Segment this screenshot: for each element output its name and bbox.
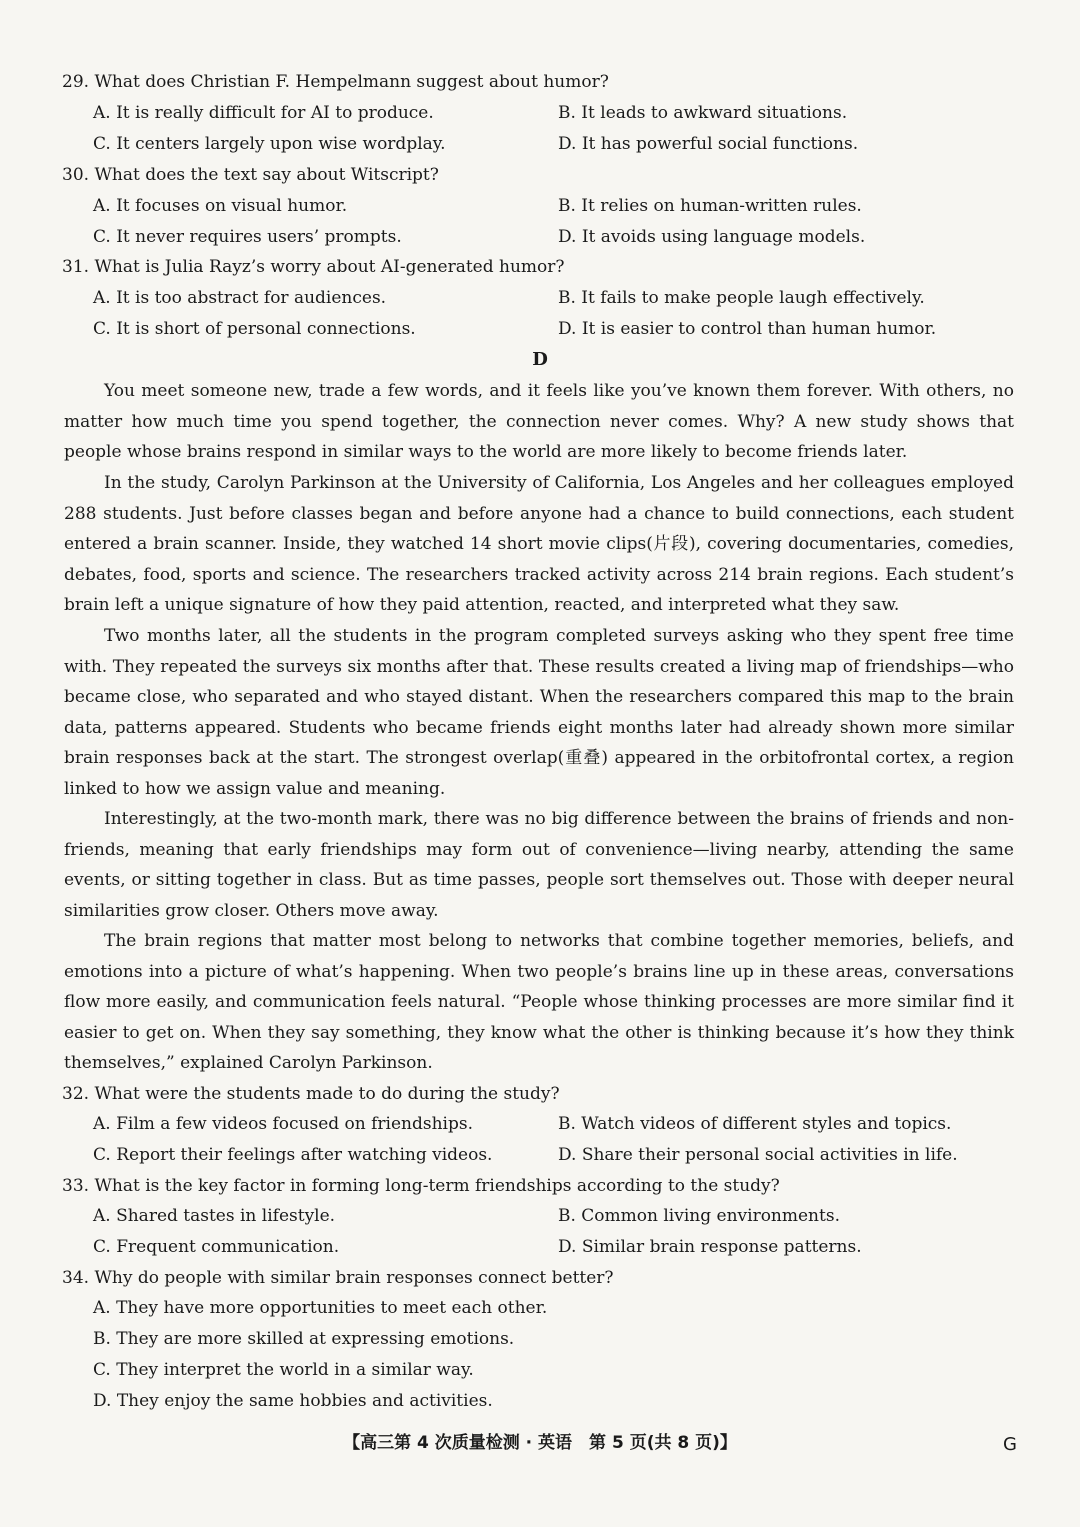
question-31-option-d: D. It is easier to control than human humor. <box>558 319 937 339</box>
question-32-option-d: D. Share their personal social activities in life. <box>558 1145 958 1165</box>
question-30-option-b: B. It relies on human-written rules. <box>558 196 862 216</box>
question-30-stem: 30. What does the text say about Witscript? <box>62 165 439 185</box>
question-29-option-b: B. It leads to awkward situations. <box>558 103 848 123</box>
question-29-option-c: C. It centers largely upon wise wordplay. <box>93 134 446 154</box>
paper-version-code: G <box>1003 1434 1017 1455</box>
question-33-stem: 33. What is the key factor in forming long-term friendships according to the study? <box>62 1176 780 1196</box>
question-34-option-c: C. They interpret the world in a similar way. <box>93 1360 474 1380</box>
question-34-option-d: D. They enjoy the same hobbies and activities. <box>93 1391 493 1411</box>
passage-paragraph-1: You meet someone new, trade a few words, and it feels like you’ve known them forever. With others, no matter how much time you spend together, the connection never comes. Why? A new study shows that people whose brains respond in similar ways to the world are more likely to become friends later. <box>64 381 1014 463</box>
page-footer: 【高三第 4 次质量检测 · 英语 第 5 页(共 8 页)】 <box>343 1433 737 1453</box>
question-30-option-d: D. It avoids using language models. <box>558 227 866 247</box>
question-30-option-a: A. It focuses on visual humor. <box>93 196 348 216</box>
question-34-option-b: B. They are more skilled at expressing emotions. <box>93 1329 515 1349</box>
passage-paragraph-2: In the study, Carolyn Parkinson at the University of California, Los Angeles and her colleagues employed 288 students. Just before classes began and before anyone had a chance to build connections, each student entered a brain scanner. Inside, they watched 14 short movie clips(片段), covering documentaries, comedies, debates, food, sports and science. The researchers tracked activity across 214 brain regions. Each student’s brain left a unique signature of how they paid attention, reacted, and interpreted what they saw. <box>64 473 1014 616</box>
passage-paragraph-5: The brain regions that matter most belong to networks that combine together memories, beliefs, and emotions into a picture of what’s happening. When two people’s brains line up in these areas, conversations flow more easily, and communication feels natural. “People whose thinking processes are more similar find it easier to get on. When they say something, they know what the other is thinking because it’s how they think themselves,” explained Carolyn Parkinson. <box>64 931 1014 1074</box>
question-29-option-d: D. It has powerful social functions. <box>558 134 859 154</box>
passage-paragraph-4: Interestingly, at the two-month mark, there was no big difference between the brains of friends and non-friends, meaning that early friendships may form out of convenience—living nearby, attending the same events, or sitting together in class. But as time passes, people sort themselves out. Those with deeper neural similarities grow closer. Others move away. <box>64 809 1014 921</box>
question-32-stem: 32. What were the students made to do during the study? <box>62 1084 560 1104</box>
question-31-stem: 31. What is Julia Rayz’s worry about AI-generated humor? <box>62 257 565 277</box>
question-34-option-a: A. They have more opportunities to meet each other. <box>93 1298 548 1318</box>
question-32-option-b: B. Watch videos of different styles and topics. <box>558 1114 952 1134</box>
question-29-stem: 29. What does Christian F. Hempelmann suggest about humor? <box>62 72 609 92</box>
question-32-option-a: A. Film a few videos focused on friendships. <box>93 1114 473 1134</box>
passage-paragraph-3: Two months later, all the students in the program completed surveys asking who they spent free time with. They repeated the surveys six months after that. These results created a living map of friendships—who became close, who separated and who stayed distant. When the researchers compared this map to the brain data, patterns appeared. Students who became friends eight months later had already shown more similar brain responses back at the start. The strongest overlap(重叠) appeared in the orbitofrontal cortex, a region linked to how we assign value and meaning. <box>64 626 1014 799</box>
question-33-option-a: A. Shared tastes in lifestyle. <box>93 1206 336 1226</box>
question-33-option-b: B. Common living environments. <box>558 1206 840 1226</box>
question-29-option-a: A. It is really difficult for AI to produce. <box>93 103 434 123</box>
question-31-option-a: A. It is too abstract for audiences. <box>93 288 387 308</box>
question-31-option-b: B. It fails to make people laugh effectively. <box>558 288 925 308</box>
question-31-option-c: C. It is short of personal connections. <box>93 319 416 339</box>
section-heading: D <box>532 349 548 370</box>
question-33-option-c: C. Frequent communication. <box>93 1237 340 1257</box>
question-33-option-d: D. Similar brain response patterns. <box>558 1237 862 1257</box>
question-34-stem: 34. Why do people with similar brain responses connect better? <box>62 1268 614 1288</box>
question-32-option-c: C. Report their feelings after watching videos. <box>93 1145 493 1165</box>
question-30-option-c: C. It never requires users’ prompts. <box>93 227 402 247</box>
